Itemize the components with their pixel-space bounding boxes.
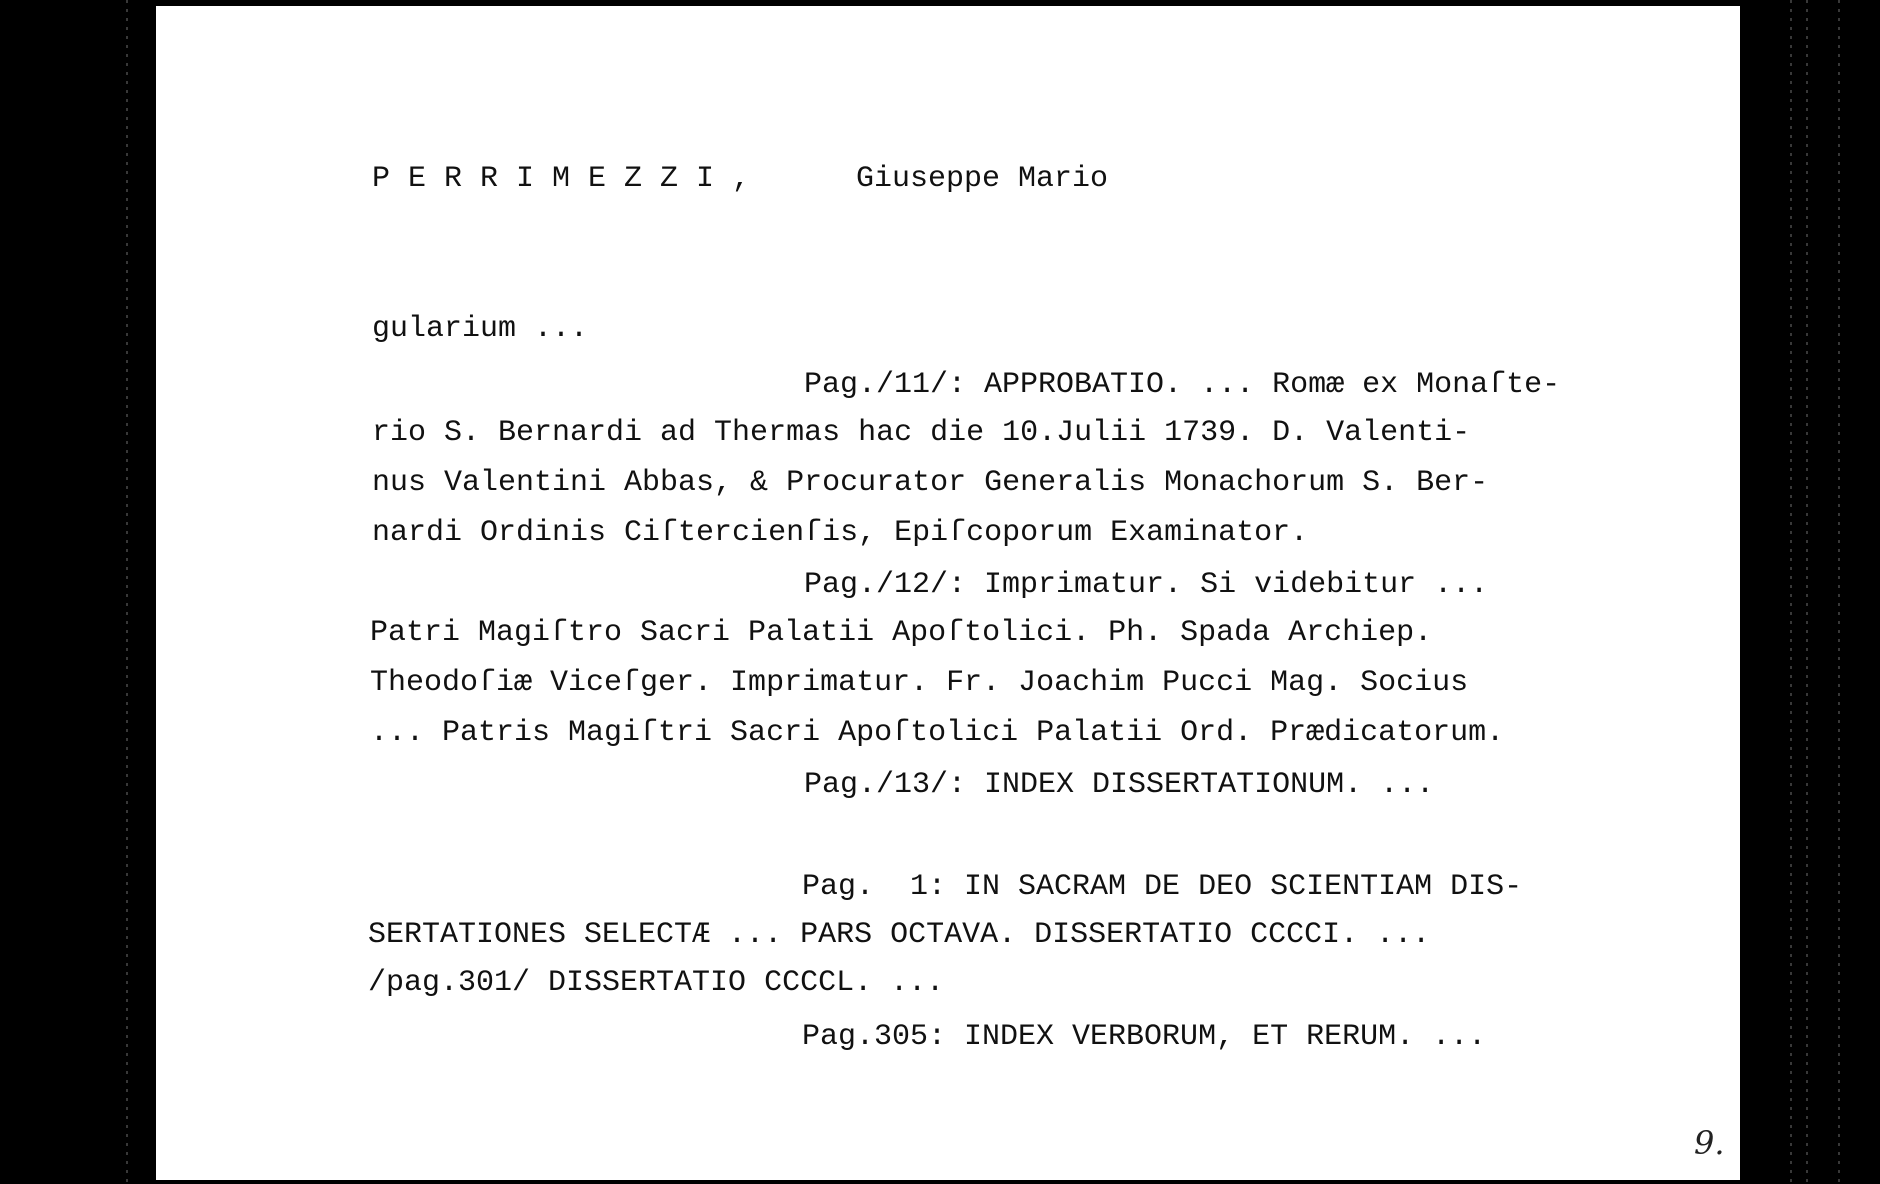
- catalog-card: [156, 6, 1740, 1180]
- text-line-4: nus Valentini Abbas, & Procurator Generalis Monachorum S. Ber-: [372, 466, 1489, 500]
- text-line-8: Theodoſiæ Viceſger. Imprimatur. Fr. Joachim Pucci Mag. Socius: [370, 666, 1469, 700]
- heading-forenames: Giuseppe Mario: [856, 162, 1109, 196]
- text-line-14: Pag.305: INDEX VERBORUM, ET RERUM. ...: [802, 1020, 1487, 1054]
- text-line-11: Pag. 1: IN SACRAM DE DEO SCIENTIAM DIS-: [802, 870, 1523, 904]
- text-line-9: ... Patris Magiſtri Sacri Apoſtolici Palatii Ord. Prædicatorum.: [370, 716, 1505, 750]
- page-number: 9.: [1694, 1124, 1725, 1162]
- text-line-7: Patri Magiſtro Sacri Palatii Apoſtolici. Ph. Spada Archiep.: [370, 616, 1433, 650]
- film-edge-right-2: [1806, 0, 1808, 1184]
- text-line-10: Pag./13/: INDEX DISSERTATIONUM. ...: [804, 768, 1435, 802]
- film-edge-right-1: [1790, 0, 1792, 1184]
- text-line-2: Pag./11/: APPROBATIO. ... Romæ ex Monaſte-: [804, 368, 1561, 402]
- text-line-13: /pag.301/ DISSERTATIO CCCCL. ...: [368, 966, 945, 1000]
- film-edge-right-3: [1838, 0, 1840, 1184]
- text-line-5: nardi Ordinis Ciſtercienſis, Epiſcoporum Examinator.: [372, 516, 1309, 550]
- heading-surname: P E R R I M E Z Z I ,: [372, 162, 751, 196]
- text-line-12: SERTATIONES SELECTÆ ... PARS OCTAVA. DISSERTATIO CCCCI. ...: [368, 918, 1431, 952]
- text-line-1: gularium ...: [372, 312, 589, 346]
- text-line-6: Pag./12/: Imprimatur. Si videbitur ...: [804, 568, 1489, 602]
- film-edge-left: [126, 0, 128, 1184]
- text-line-3: rio S. Bernardi ad Thermas hac die 10.Julii 1739. D. Valenti-: [372, 416, 1471, 450]
